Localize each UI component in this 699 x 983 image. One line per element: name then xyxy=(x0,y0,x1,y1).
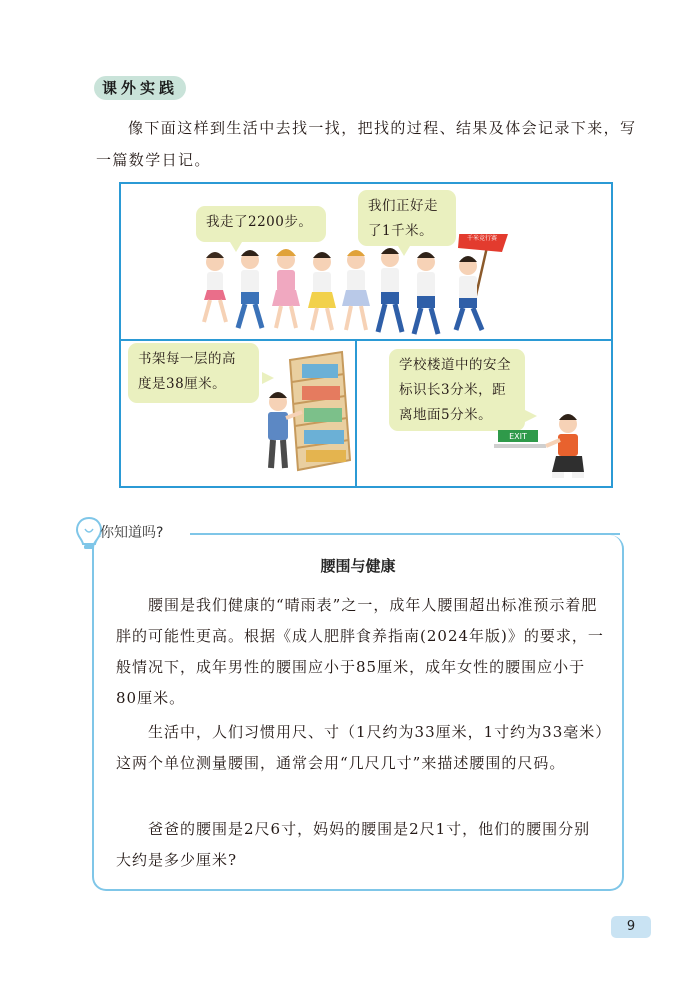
bookshelf-illustration xyxy=(262,350,352,476)
did-you-know-paragraph-1: 腰围是我们健康的“晴雨表”之一，成年人腰围超出标准预示着肥胖的可能性更高。根据《成人肥胖食养指南(2024年版)》的要求，一般情况下，成年男性的腰围应小于85厘米，成年女性的腰围应小于80厘米。 xyxy=(116,596,604,707)
intro-paragraph: 像下面这样到生活中去找一找，把找的过程、结果及体会记录下来，写一篇数学日记。 xyxy=(96,119,637,169)
safety-sign-illustration xyxy=(492,408,592,488)
did-you-know-label: 你知道吗? xyxy=(100,525,164,541)
child-6 xyxy=(378,248,402,332)
did-you-know-title: 腰围与健康 xyxy=(320,557,396,575)
child-3 xyxy=(272,249,300,328)
flag-text: 千米竞行赛 xyxy=(466,235,498,242)
bubble-bookshelf: 书架每一层的高度是38厘米。 xyxy=(128,343,259,403)
child-7 xyxy=(414,252,438,334)
did-you-know-paragraph-2: 生活中，人们习惯用尺、寸（1尺约为33厘米，1寸约为33毫米）这两个单位测量腰围，通常会用“几尺几寸”来描述腰围的尺码。 xyxy=(116,723,604,772)
did-you-know-paragraph-3: 爸爸的腰围是2尺6寸，妈妈的腰围是2尺1寸，他们的腰围分别大约是多少厘米? xyxy=(116,820,591,869)
bubble-tail xyxy=(398,246,410,256)
bubble-one-kilometer: 我们正好走了1千米。 xyxy=(358,190,456,246)
exit-sign-text: EXIT xyxy=(509,432,527,441)
child-5 xyxy=(342,250,370,330)
child-1 xyxy=(204,252,226,322)
grid-divider-vertical xyxy=(355,339,357,488)
bubble-safety-sign: 学校楼道中的安全标识长3分米，距离地面5分米。 xyxy=(389,349,525,431)
bubble-steps: 我走了2200步。 xyxy=(196,206,326,242)
section-tag: 课外实践 xyxy=(94,76,186,100)
child-2 xyxy=(238,250,262,328)
grid-divider-horizontal xyxy=(119,339,613,341)
child-4 xyxy=(308,252,336,330)
bubble-tail xyxy=(230,242,242,252)
child-8 xyxy=(456,256,482,330)
page-number: 9 xyxy=(611,916,651,938)
